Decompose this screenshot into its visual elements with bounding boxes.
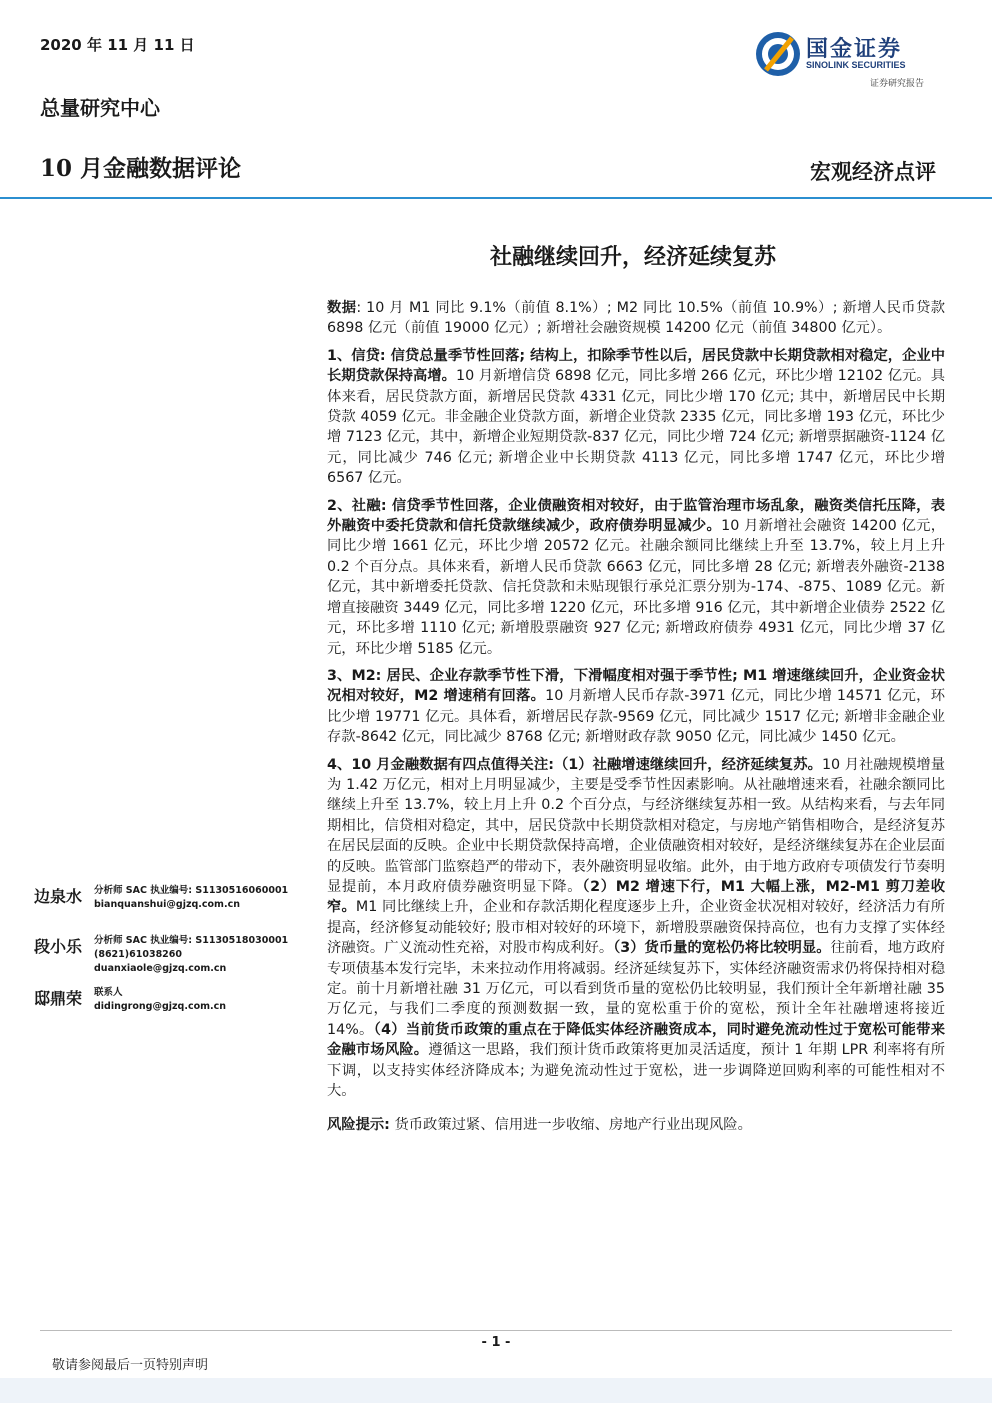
footer-divider — [40, 1330, 952, 1331]
analyst-list — [34, 884, 324, 1036]
page-number: - 1 - — [481, 1335, 511, 1350]
analyst-name: 邸鼎荣 — [34, 989, 83, 1008]
analyst-name: 段小乐 — [34, 937, 83, 956]
logo-subtitle: 证券研究报告 — [870, 79, 925, 89]
analyst-role: 分析师 SAC 执业编号: S1130518030001 — [94, 935, 289, 946]
paragraph-social-financing: 2、社融: 信贷季节性回落，企业债融资相对较好，由于监管治理市场乱象，融资类信托压降，表外融资中委托贷款和信托贷款继续减少，政府债券明显减少。10 月新增社会融资 14200 亿元，同比少增 1661 亿元，环比少增 20572 亿元。社融余额同比继续上升至 13.7%，较上月上升 0.2 个百分点。具体来看，新增人民币贷款 6663 亿元，同比多增 28 亿元; 新增表外融资-2138 亿元，其中新增委托贷款、信托贷款和未贴现银行承兑汇票分别为-174、-875、1089 亿元。新增直接融资 3449 亿元，同比多增 1220 亿元，环比多增 916 亿元，其中新增企业债券 2522 亿元，环比多增 1110 亿元; 新增股票融资 927 亿元; 新增政府债券 4931 亿元，同比少增 37 亿元，环比少增 5185 亿元。 — [327, 497, 946, 657]
report-body — [327, 298, 945, 1143]
logo-english-name: SINOLINK SECURITIES — [806, 60, 906, 70]
research-center: 总量研究中心 — [40, 96, 160, 120]
headline: 社融继续回升，经济延续复苏 — [489, 244, 776, 270]
analyst-name: 边泉水 — [34, 887, 83, 906]
analyst-card — [34, 884, 324, 924]
analyst-role: 分析师 SAC 执业编号: S1130516060001 — [94, 885, 289, 896]
analyst-card — [34, 986, 324, 1026]
paragraph-m2: 3、M2: 居民、企业存款季节性下滑，下滑幅度相对强于季节性; M1 增速继续回升，企业资金状况相对较好，M2 增速稍有回落。10 月新增人民币存款-3971 亿元，同比少增 14571 亿元，环比少增 19771 亿元。具体看，新增居民存款-9569 亿元，同比减少 1517 亿元; 新增非金融企业存款-8642 亿元，同比减少 8768 亿元; 新增财政存款 9050 亿元，同比减少 1450 亿元。 — [327, 667, 945, 746]
footer-disclaimer: 敬请参阅最后一页特别声明 — [52, 1358, 209, 1373]
analyst-email[interactable]: didingrong@gjzq.com.cn — [94, 1001, 227, 1012]
report-date: 2020 年 11 月 11 日 — [40, 36, 195, 54]
report-title: 10 月金融数据评论 — [40, 155, 242, 182]
analyst-email[interactable]: duanxiaole@gjzq.com.cn — [94, 963, 227, 974]
header-divider — [0, 197, 992, 199]
analyst-card — [34, 934, 324, 976]
paragraph-highlights: 4、10 月金融数据有四点值得关注:（1）社融增速继续回升，经济延续复苏。10 月社融规模增量为 1.42 万亿元，相对上月明显减少，主要是受季节性因素影响。从社融增速来看，社融余额同比继续上升至 13.7%，较上月上升 0.2 个百分点，与经济继续复苏相一致。从结构来看，与去年同期相比，信贷相对稳定，其中，居民贷款中长期贷款相对稳定，与房地产销售相吻合，是经济复苏在居民层面的反映。企业中长期贷款保持高增，企业债融资相对较好，是经济继续复苏在企业层面的反映。监管部门监察趋严的带动下，表外融资明显收缩。此外，由于地方政府专项债发行节奏明显提前，本月政府债券融资明显下降。（2）M2 增速下行，M1 大幅上涨，M2-M1 剪刀差收窄。M1 同比继续上升，企业和存款活期化程度逐步上升，企业资金状况相对较好，经济活力有所提高，经济修复动能较好; 股市相对较好的环境下，新增股票融资保持高位，也有力支撑了实体经济融资。广义流动性充裕，对股市构成利好。（3）货币量的宽松仍将比较明显。往前看，地方政府专项债基本发行完毕，未来拉动作用将减弱。经济延续复苏下，实体经济融资需求仍将保持相对稳定。前十月新增社融 31 万亿元，可以看到货币量的宽松仍比较明显，我们预计全年新增社融 35 万亿元，与我们二季度的预测数据一致，量的宽松重于价的宽松，预计全年社融增速将接近 14%。（4）当前货币政策的重点在于降低实体经济融资成本，同时避免流动性过于宽松可能带来金融市场风险。遵循这一思路，我们预计货币政策将更加灵活适度，预计 1 年期 LPR 利率将有所下调，以支持实体经济降成本; 为避免流动性过于宽松，进一步调降逆回购利率的可能性相对不大。 — [327, 756, 946, 1100]
analyst-phone: (8621)61038260 — [94, 949, 183, 960]
analyst-role: 联系人 — [94, 987, 123, 998]
analyst-email[interactable]: bianquanshui@gjzq.com.cn — [94, 899, 240, 910]
report-category: 宏观经济点评 — [810, 159, 936, 184]
paragraph-credit: 1、信贷: 信贷总量季节性回落; 结构上，扣除季节性以后，居民贷款中长期贷款相对稳定，企业中长期贷款保持高增。10 月新增信贷 6898 亿元，同比多增 266 亿元，环比少增 12102 亿元。具体来看，居民贷款方面，新增居民贷款 4331 亿元，同比少增 170 亿元; 其中，新增居民中长期贷款 4059 亿元。非金融企业贷款方面，新增企业贷款 2335 亿元，同比多增 193 亿元，环比少增 7123 亿元，其中，新增企业短期贷款-837 亿元，同比少增 724 亿元; 新增票据融资-1124 亿元，同比减少 746 亿元; 新增企业中长期贷款 4113 亿元，同比多增 1747 亿元，环比少增 6567 亿元。 — [327, 347, 946, 487]
paragraph-risk: 风险提示: 货币政策过紧、信用进一步收缩、房地产行业出现风险。 — [327, 1117, 752, 1134]
logo-chinese-name: 国金证券 — [806, 37, 903, 62]
paragraph-data: 数据: 10 月 M1 同比 9.1%（前值 8.1%）; M2 同比 10.5%（前值 10.9%）; 新增人民币贷款 6898 亿元（前值 19000 亿元）; 新增社会融资规模 14200 亿元（前值 34800 亿元）。 — [327, 300, 945, 337]
bottom-bar — [0, 1378, 992, 1403]
